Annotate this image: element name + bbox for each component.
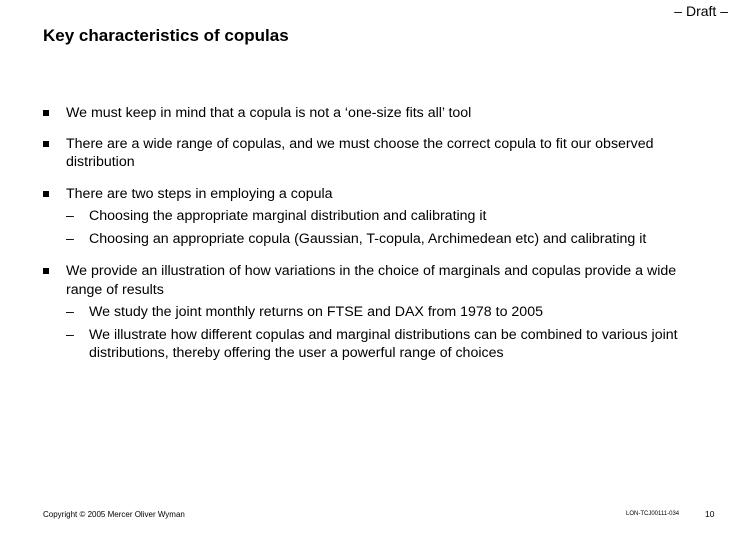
- sub-bullet-text: We study the joint monthly returns on FTSE and DAX from 1978 to 2005: [89, 304, 543, 320]
- dash-marker: –: [66, 230, 74, 247]
- square-bullet-icon: [43, 110, 49, 116]
- bullet-text: There are a wide range of copulas, and we must choose the correct copula to fit our observed distribution: [66, 135, 654, 170]
- sub-bullet-text: Choosing an appropriate copula (Gaussian, T-copula, Archimedean etc) and calibrating it: [89, 230, 647, 247]
- dash-marker: –: [66, 304, 74, 320]
- bullet-text: We provide an illustration of how variations in the choice of marginals and copulas provide a wide range of results: [66, 263, 677, 298]
- copyright-text: Copyright © 2005 Mercer Oliver Wyman: [43, 510, 185, 519]
- sub-bullet-item: [66, 303, 713, 322]
- sub-bullet-item: [66, 326, 713, 363]
- dash-marker: –: [66, 208, 74, 224]
- bullet-text: We must keep in mind that a copula is not a ‘one-size fits all’ tool: [66, 105, 472, 121]
- draft-label: – Draft –: [674, 3, 728, 19]
- bullet-item: [43, 185, 713, 249]
- bullet-list: [43, 104, 713, 363]
- document-code: LON-TCJ00111-034: [626, 511, 680, 517]
- square-bullet-icon: [43, 141, 49, 147]
- sub-bullet-item: [66, 230, 713, 249]
- sub-bullet-text: We illustrate how different copulas and marginal distributions can be combined to various joint distributions, thereby offering the user a powerful range of choices: [89, 326, 678, 361]
- page-number: 10: [705, 509, 715, 519]
- dash-marker: –: [66, 326, 74, 343]
- square-bullet-icon: [43, 268, 49, 274]
- bullet-item: [43, 135, 713, 172]
- sub-bullet-text: Choosing the appropriate marginal distribution and calibrating it: [89, 208, 487, 224]
- bullet-item: [43, 104, 713, 123]
- bullet-item: [43, 262, 713, 363]
- slide-title: Key characteristics of copulas: [43, 26, 289, 45]
- square-bullet-icon: [43, 191, 49, 197]
- bullet-text: There are two steps in employing a copula: [66, 185, 333, 202]
- sub-bullet-item: [66, 207, 713, 226]
